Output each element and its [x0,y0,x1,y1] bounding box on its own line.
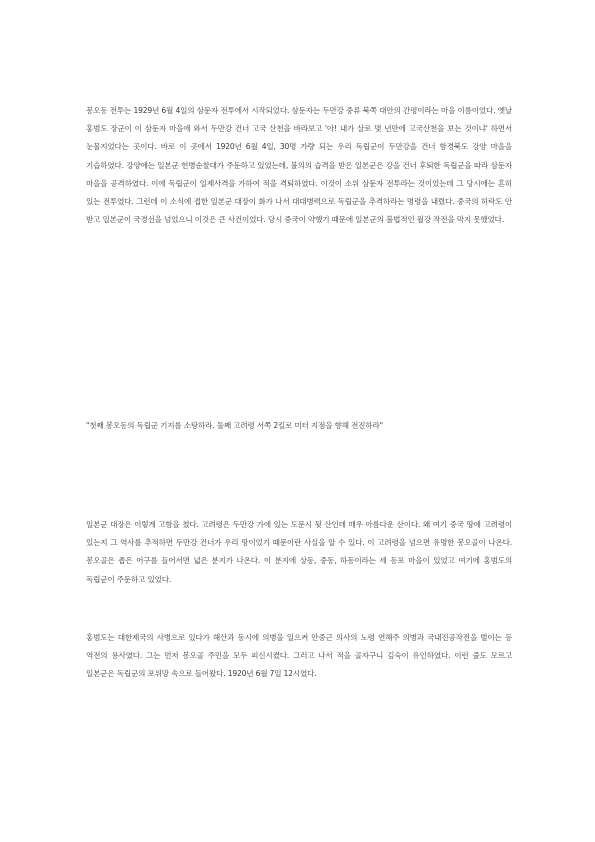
paragraph-japanese-order-quote: "첫째 봉오동의 독립군 기지를 소탕하라. 둘째 고려령 서쪽 2킬로 미터 지점을 향해 전진하라" [86,421,383,430]
paragraph-battle-origin: 봉오동 전투는 1929년 6월 4일의 삼둔자 전투에서 시작되었다. 삼둔자는 두만강 중류 북쪽 대안의 간평이라는 마을 이름이었다. 옛날 홍범도 장군이 이 삼둔자 마을에 와서 두만강 건너 고국 산천을 바라보고 '아! 내가 살로 몇 년만에 고국산천을 보는 것이냐' 하면서 눈물지었다는 곳이다. 바로 이 곳에서 1920년 6월 4일, 30명 가량 되는 우리 독립군이 두만강을 건너 함경북도 강양 마을을 기습하였다. 강양에는 일본군 헌병순찰대가 주둔하고 있었는데, 불의의 습격을 받은 일본군은 강을 건너 후퇴한 독립군을 따라 삼둔자 마을을 공격하였다. 이에 독립군이 일제사격을 가하여 적을 격퇴하였다. 이것이 소위 삼둔자 전투라는 것이었는데 그 당시에는 흔히 있는 전투였다. 그런데 이 소식에 접한 일본군 대장이 화가 나서 대대병력으로 독립군을 추격하라는 명령을 내렸다. 중국의 허락도 안 받고 일본군이 국경선을 넘었으니 이것은 큰 사건이었다. 당시 중국이 약했기 때문에 일본군의 불법적인 월강 작전을 막지 못했었다. [86,106,512,225]
paragraph-goryeoryeong: 일본군 대장은 이렇게 고함을 쳤다. 고려령은 두만강 가에 있는 도문시 뒷 산인데 매우 아름다운 산이다. 왜 여기 중국 땅에 고려령이 있는지 그 역사를 추적하면 두만강 건너가 우리 땅이었기 때문이란 사실을 알 수 있다. 이 고려령을 넘으면 유명한 봉오골이 나온다. 봉오골은 좁은 어구를 들어서면 넓은 분지가 나온다. 이 분지에 상동, 중동, 하동이라는 세 동포 마을이 있었고 여기에 홍범도의 독립군이 주둔하고 있었다. [86,520,512,584]
paragraph-hong-beom-do: 홍범도는 대한제국의 사병으로 있다가 해산과 동시에 의병을 일으켜 안중근 의사의 노령 연해주 의병과 국내진공작전을 벌이는 등 역전의 용사였다. 그는 먼저 봉오골 주민을 모두 피신시켰다. 그러고 나서 적을 골자구니 깊숙이 유인하였다. 이런 줄도 모르고 일본군은 독립군의 포위망 속으로 들어왔다. 1920년 6월 7일 12시였다. [86,633,512,679]
